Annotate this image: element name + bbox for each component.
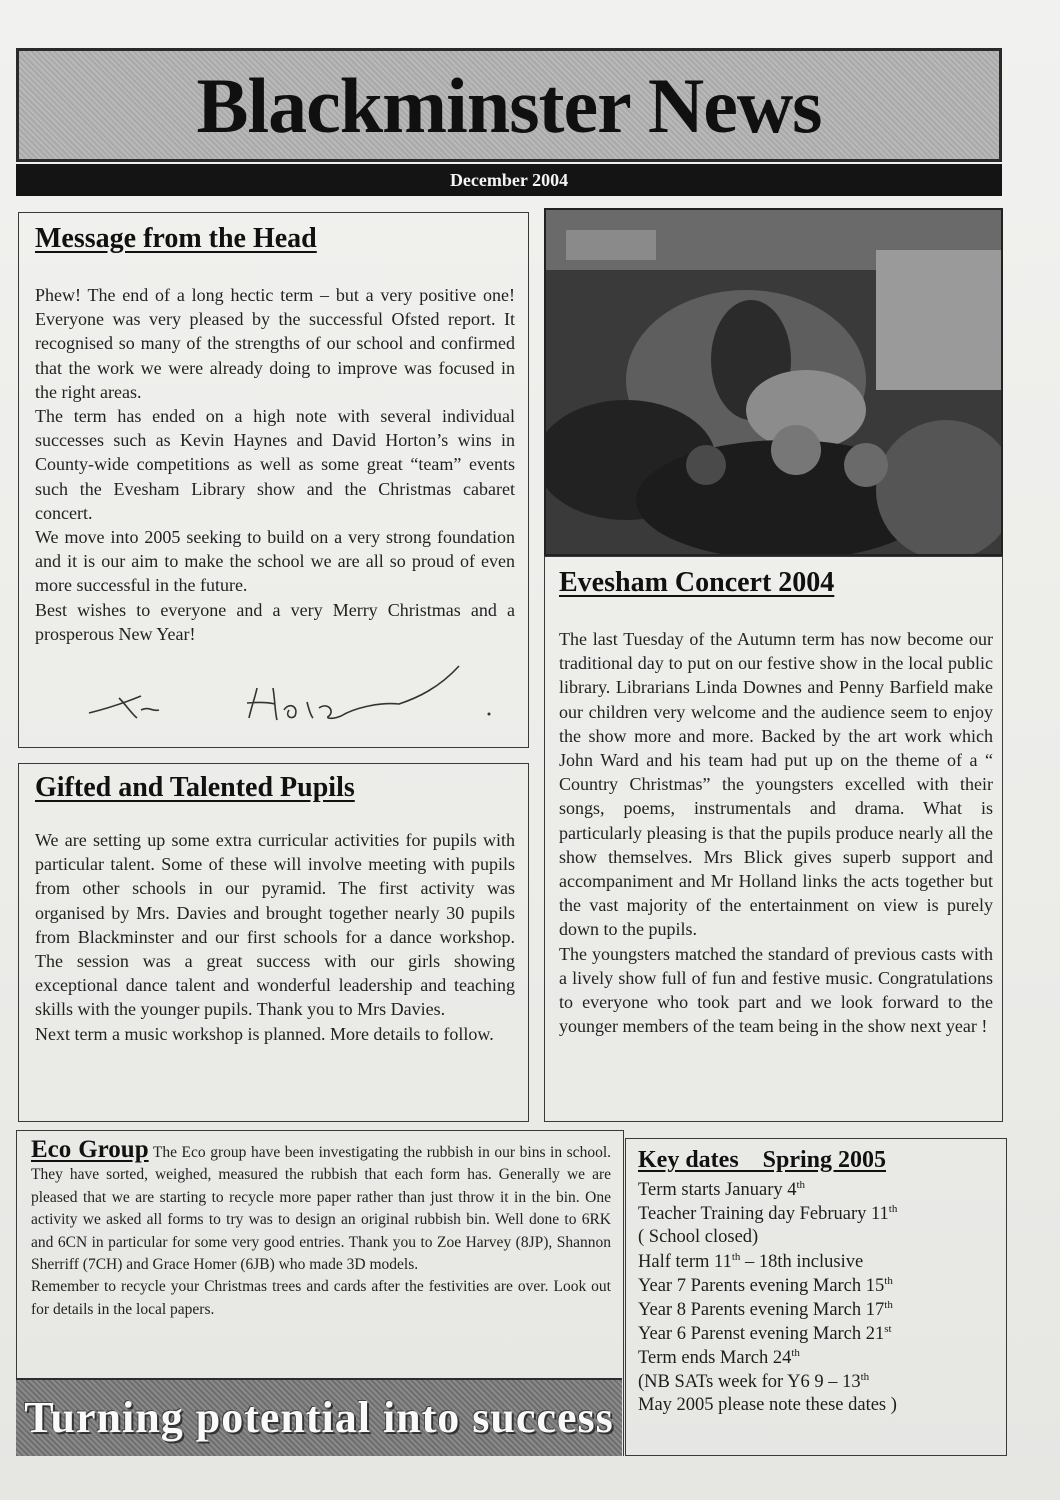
- slogan-text: Turning potential into success: [24, 1393, 614, 1442]
- head-message-paragraph: We move into 2005 seeking to build on a very strong foundation and it is our aim to make the school we are all so proud of even more successful in the future.: [35, 527, 515, 596]
- head-message-body: [35, 283, 515, 646]
- head-message-paragraph: Phew! The end of a long hectic term – but a very positive one! Everyone was very pleased by the successful Ofsted report. It recognised so many of the strengths of our school and confirmed that the work we were already doing to improve was focused in the right areas.: [35, 285, 515, 402]
- eco-second-paragraph: Remember to recycle your Christmas trees and cards after the festivities are over. Look out for details in the local papers.: [31, 1278, 611, 1318]
- gifted-paragraph: Next term a music workshop is planned. More details to follow.: [35, 1023, 494, 1044]
- key-date-text: Teacher Training day February 11: [638, 1204, 889, 1225]
- gifted-paragraph: We are setting up some extra curricular activities for pupils with particular talent. Some of these will involve meeting with pupils from other schools in our pyramid. The first activity was organised by Mrs. Davies and brought together nearly 30 pupils from Blackminster and our first schools for a dance workshop. The session was a great success with our girls showing exceptional dance talent and wonderful leadership and teaching skills with the younger pupils. Thank you to Mrs Davies.: [35, 830, 515, 1020]
- newsletter-title: Blackminster News: [196, 62, 822, 149]
- key-date-text: ( School closed): [638, 1227, 759, 1247]
- key-date-item: [638, 1251, 863, 1273]
- concert-paragraph: The youngsters matched the standard of previous casts with a lively show full of fun and festive music. Congratulations to everyone who took part and we look forward to the younger members of the team being in the show next year !: [559, 943, 993, 1037]
- key-date-text: Term ends March 24: [638, 1348, 792, 1369]
- gifted-box: [18, 763, 529, 1122]
- key-date-text: Year 8 Parents evening March 17: [638, 1300, 885, 1321]
- head-message-heading: Message from the Head: [35, 223, 317, 254]
- key-date-sup: th: [731, 1251, 741, 1263]
- issue-date: December 2004: [16, 164, 1002, 196]
- key-date-item: [638, 1395, 897, 1416]
- key-date-item: [638, 1371, 869, 1393]
- concert-photo: [544, 208, 1003, 556]
- eco-paragraph: [31, 1136, 611, 1276]
- key-date-item: [638, 1275, 893, 1297]
- key-date-sup: th: [888, 1203, 898, 1215]
- concert-heading: Evesham Concert 2004: [559, 567, 835, 598]
- key-date-sup: th: [884, 1275, 893, 1287]
- key-dates-list: [638, 1179, 998, 1449]
- key-date-sup: th: [796, 1179, 806, 1191]
- concert-photo-image: [546, 210, 1001, 554]
- key-date-item: [638, 1347, 800, 1369]
- key-date-item: [638, 1179, 805, 1201]
- concert-body: [559, 627, 993, 1038]
- key-date-text: Year 7 Parents evening March 15: [638, 1276, 885, 1297]
- key-date-item: [638, 1203, 897, 1225]
- key-date-sup: st: [884, 1323, 892, 1335]
- eco-body: [31, 1136, 611, 1321]
- key-date-text: (NB SATs week for Y6 9 – 13: [638, 1372, 861, 1393]
- gifted-heading: Gifted and Talented Pupils: [35, 772, 355, 803]
- head-message-paragraph: Best wishes to everyone and a very Merry Christmas and a prosperous New Year!: [35, 599, 515, 644]
- concert-paragraph: The last Tuesday of the Autumn term has now become our traditional day to put on our festive show in the local public library. Librarians Linda Downes and Penny Barfield make our children very welcome and the audience seem to enjoy the show more and more. Backed by the art work which John Ward and his team had put up on the theme of a “ Country Christmas” the youngsters excelled with their songs, poems, instrumentals and drama. What is particularly pleasing is that the pupils produce nearly all the show themselves. Mrs Blick gives superb support and accompaniment and Mr Holland links the acts together but the vast majority of the entertainment on view is purely down to the pupils.: [559, 629, 993, 940]
- key-date-sup: th: [860, 1371, 870, 1383]
- head-message-box: [18, 212, 529, 748]
- key-date-text: Term starts January 4: [638, 1180, 797, 1201]
- key-date-text: Year 6 Parenst evening March 21: [638, 1324, 885, 1345]
- key-dates-box: [625, 1138, 1007, 1456]
- key-date-sup: th: [884, 1299, 893, 1311]
- eco-intro: The Eco group have been investigating the rubbish in our bins in school. They have sorted, weighed, measured the rubbish that each form has. Generally we are pleased that we are starting to recycle more paper rather than just throw it in the bin. One activity we asked all forms to try was to design an original rubbish bin. Well done to 6RK and 6CN in particular for some very good entries. Thank you to Zoe Harvey (8JP), Shannon Sherriff (7CH) and Grace Homer (6JB) who made 3D models.: [31, 1144, 611, 1274]
- key-date-sup: th: [791, 1347, 800, 1359]
- masthead: [16, 48, 1002, 162]
- key-date-item: [638, 1323, 892, 1345]
- key-date-text: Half term 11: [638, 1252, 732, 1273]
- slogan-banner: [16, 1378, 622, 1456]
- head-message-paragraph: The term has ended on a high note with several individual successes such as Kevin Haynes and David Horton’s wins in County-wide competitions as well as some great “team” events such the Evesham Library show and the Christmas cabaret concert.: [35, 406, 515, 523]
- gifted-body: [35, 828, 515, 1046]
- head-signature: [79, 658, 519, 733]
- key-date-after: – 18th inclusive: [740, 1252, 864, 1273]
- key-date-item: [638, 1299, 893, 1321]
- eco-heading: Eco Group: [31, 1136, 149, 1163]
- key-dates-heading: Key dates Spring 2005: [638, 1147, 887, 1173]
- key-date-item: [638, 1227, 758, 1248]
- concert-box: [544, 556, 1003, 1122]
- key-date-text: May 2005 please note these dates ): [638, 1395, 897, 1415]
